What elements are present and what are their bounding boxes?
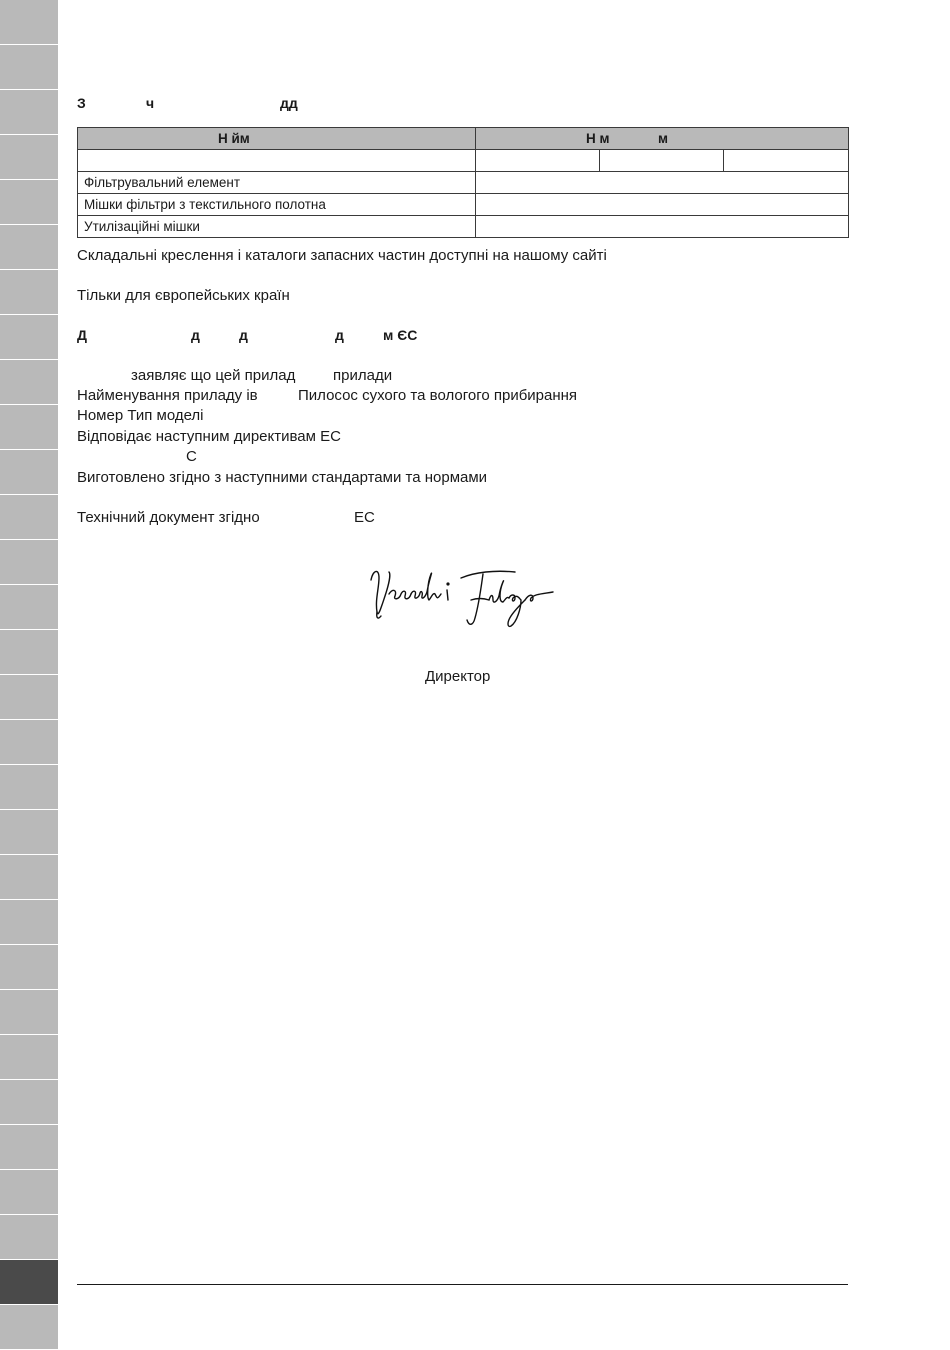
table-cell	[476, 150, 600, 172]
signatory-title: Директор	[425, 668, 491, 685]
table-cell	[724, 150, 849, 172]
part-name: Мішки фільтри з текстильного полотна	[78, 194, 476, 216]
section-title-part-2: ч	[146, 95, 155, 111]
table-row	[78, 216, 849, 238]
declares-text: заявляє що цей прилад	[131, 367, 296, 384]
side-tab	[0, 180, 58, 225]
table-cell	[78, 150, 476, 172]
side-tab	[0, 720, 58, 765]
part-number	[476, 194, 849, 216]
side-tab	[0, 900, 58, 945]
signature-image	[365, 560, 560, 635]
side-tab	[0, 540, 58, 585]
table-header-row	[78, 128, 849, 150]
header-name: Н йм	[78, 128, 476, 150]
side-tab	[0, 675, 58, 720]
side-tab	[0, 1035, 58, 1080]
declaration-title-part-5: м ЄС	[383, 327, 418, 343]
declaration-title-part-1: Д	[77, 327, 87, 343]
side-tab	[0, 1080, 58, 1125]
footer-divider	[77, 1284, 848, 1285]
side-tab	[0, 810, 58, 855]
directives-line: Відповідає наступним директивам ЕС	[77, 428, 341, 445]
section-title-part-3: дд	[280, 95, 298, 111]
side-tab	[0, 1170, 58, 1215]
side-tab	[0, 450, 58, 495]
declaration-title-part-2: д	[191, 327, 200, 343]
table-row	[78, 150, 849, 172]
side-tab	[0, 360, 58, 405]
side-tab	[0, 225, 58, 270]
side-tab	[0, 630, 58, 675]
side-tab	[0, 1125, 58, 1170]
header-order-number: Н м м	[476, 128, 849, 150]
side-tab-active	[0, 1260, 58, 1305]
side-tab	[0, 855, 58, 900]
side-tab	[0, 135, 58, 180]
side-tab	[0, 1215, 58, 1260]
part-number	[476, 172, 849, 194]
declaration-title-part-4: д	[335, 327, 344, 343]
side-tab	[0, 405, 58, 450]
side-tab	[0, 1305, 58, 1350]
directive-code: С	[186, 448, 197, 465]
side-tab	[0, 0, 58, 45]
declaration-title-part-3: д	[239, 327, 248, 343]
europe-note: Тільки для європейських країн	[77, 287, 290, 304]
side-tab	[0, 90, 58, 135]
side-tab	[0, 45, 58, 90]
catalog-note: Складальні креслення і каталоги запасних частин доступні на нашому сайті	[77, 247, 607, 264]
part-number	[476, 216, 849, 238]
side-tab	[0, 585, 58, 630]
side-tab	[0, 315, 58, 360]
declares-text-2: прилади	[333, 367, 393, 384]
device-name-value: Пилосос сухого та вологого прибирання	[298, 387, 578, 404]
table-row	[78, 172, 849, 194]
device-name-label: Найменування приладу ів	[77, 387, 258, 404]
spare-parts-table	[77, 127, 849, 238]
side-tab	[0, 495, 58, 540]
standards-line: Виготовлено згідно з наступними стандартами та нормами	[77, 469, 488, 486]
tech-doc-ref: ЕС	[354, 509, 375, 526]
side-tab	[0, 270, 58, 315]
tech-doc-label: Технічний документ згідно	[77, 509, 260, 526]
side-tab	[0, 945, 58, 990]
table-cell	[600, 150, 724, 172]
table-row	[78, 194, 849, 216]
section-title-part-1: З	[77, 95, 86, 111]
side-tabs	[0, 0, 58, 1348]
side-tab	[0, 990, 58, 1035]
model-line: Номер Тип моделі	[77, 407, 204, 424]
side-tab	[0, 765, 58, 810]
part-name: Утилізаційні мішки	[78, 216, 476, 238]
part-name: Фільтрувальний елемент	[78, 172, 476, 194]
